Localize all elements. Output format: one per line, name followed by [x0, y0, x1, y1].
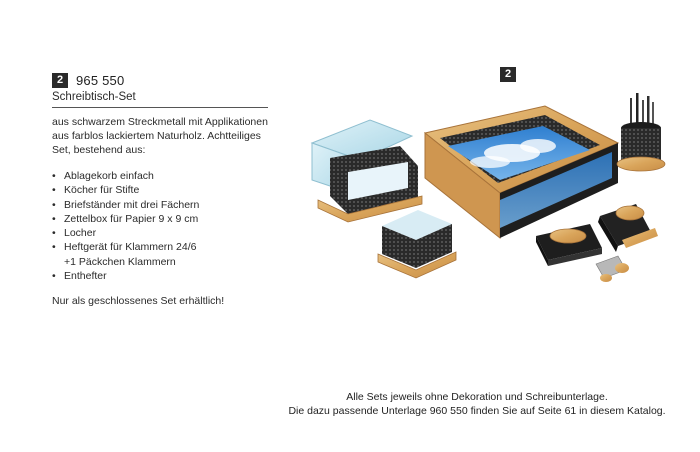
- item-list: [52, 169, 272, 283]
- letter-holder: [312, 120, 422, 222]
- list-item: • Enthefter: [52, 269, 272, 283]
- product-info: [52, 73, 272, 307]
- product-photo: [300, 88, 670, 298]
- footer-note: [282, 390, 672, 418]
- list-item: • Ablagekorb einfach: [52, 169, 272, 183]
- list-item: • Locher: [52, 226, 272, 240]
- pen-holder: [617, 93, 665, 171]
- list-item: +1 Päckchen Klammern: [64, 255, 176, 268]
- footer-line-2: Die dazu passende Unterlage 960 550 finden Sie auf Seite 61 in diesem Katalog.: [288, 405, 666, 417]
- availability-note: Nur als geschlossenes Set erhältlich!: [52, 295, 225, 308]
- image-badge: 2: [500, 67, 516, 82]
- product-number: 965 550: [76, 73, 125, 88]
- hole-punch: [536, 224, 602, 266]
- product-badge: 2: [52, 73, 68, 88]
- stapler: [598, 204, 658, 252]
- staple-remover: [596, 256, 629, 282]
- product-title: Schreibtisch-Set: [52, 91, 268, 108]
- memo-box: [378, 210, 456, 278]
- list-item: • Heftgerät für Klammern 24/6: [52, 240, 272, 254]
- list-item: • Briefständer mit drei Fächern: [52, 198, 272, 212]
- product-header: [52, 73, 272, 88]
- list-item: • Köcher für Stifte: [52, 183, 272, 197]
- list-item: • Zettelbox für Papier 9 x 9 cm: [52, 212, 272, 226]
- product-description: aus schwarzem Streckmetall mit Applikationen aus farblos lackiertem Naturholz. Achtteiliges Set, bestehend aus:: [52, 116, 268, 156]
- letter-tray: [425, 106, 618, 238]
- footer-line-1: Alle Sets jeweils ohne Dekoration und Schreibunterlage.: [346, 391, 608, 403]
